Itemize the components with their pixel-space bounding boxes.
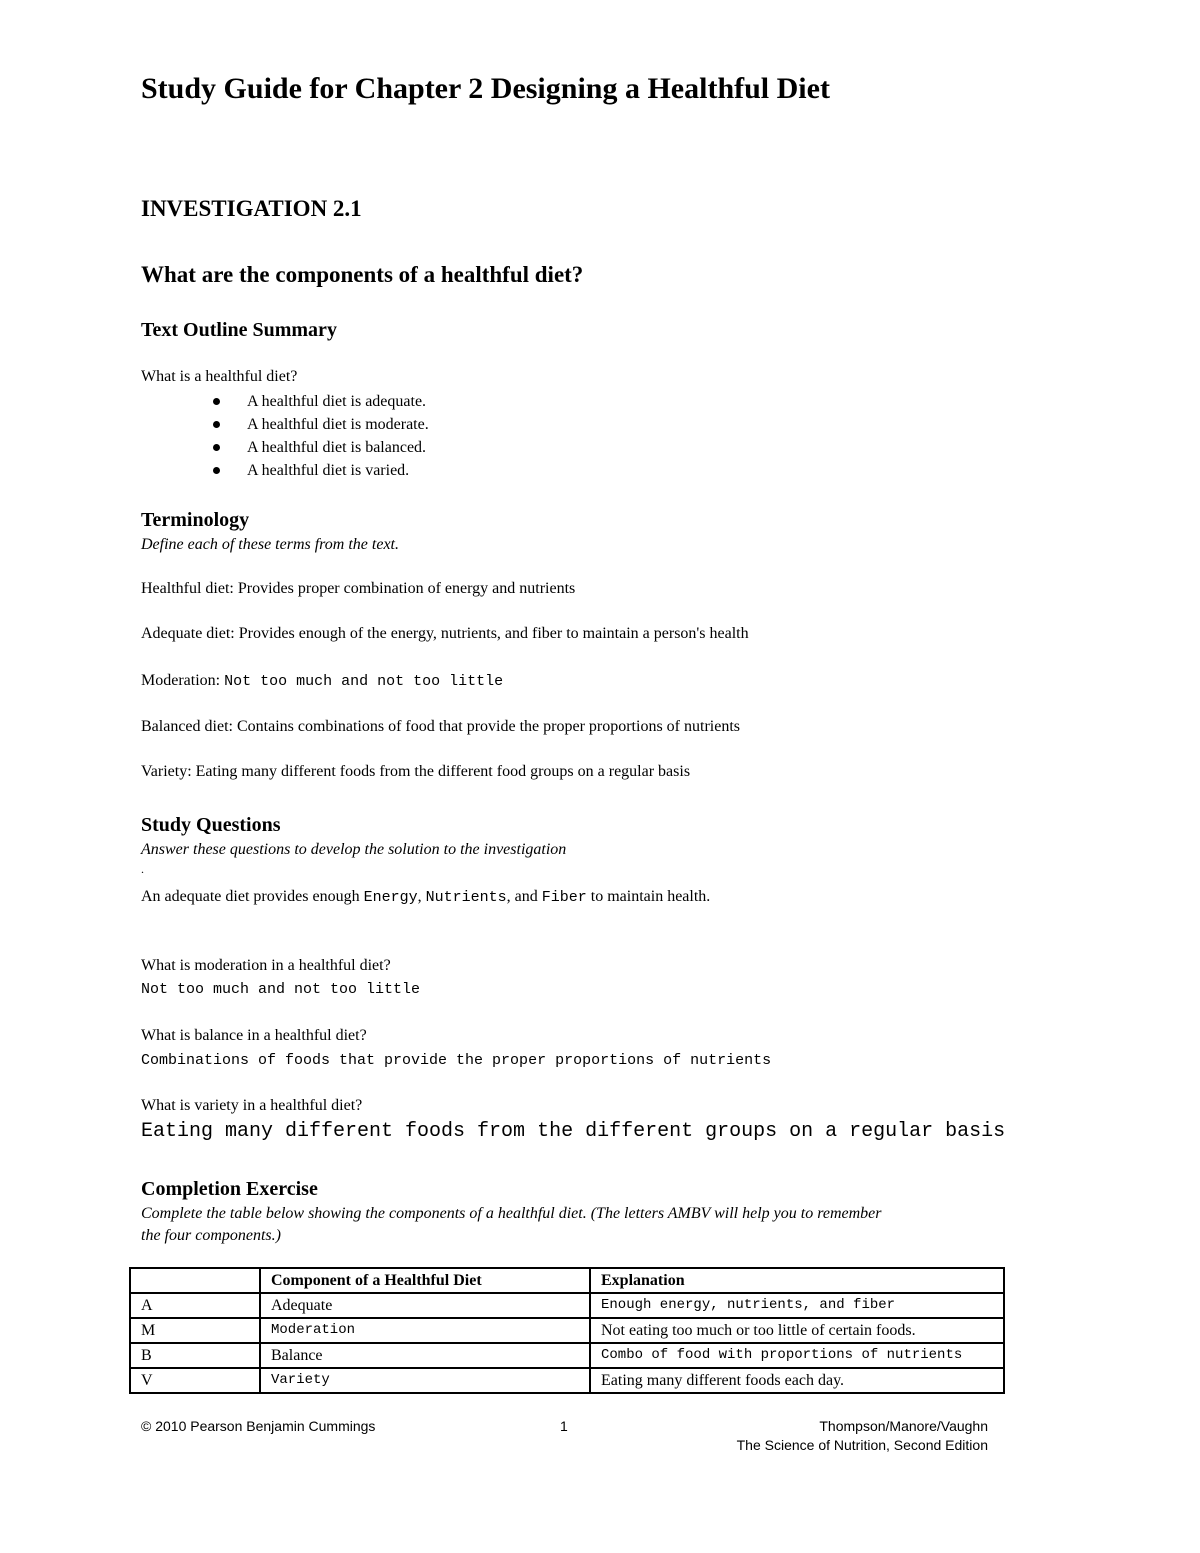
term-adequate-diet — [141, 625, 749, 643]
terminology-instruction: Define each of these terms from the text. — [141, 536, 399, 553]
completion-instruction-line2: the four components.) — [141, 1227, 281, 1244]
question-moderation: What is moderation in a healthful diet? — [141, 957, 391, 974]
footer-copyright: © 2010 Pearson Benjamin Cummings — [141, 1418, 376, 1434]
table-cell-letter: M — [130, 1318, 260, 1343]
term-definition: Not too much and not too little — [224, 673, 504, 690]
term-variety — [141, 763, 690, 781]
table-header-row — [130, 1268, 1004, 1293]
table-cell-component: Balance — [260, 1343, 590, 1368]
study-questions-heading: Study Questions — [141, 814, 281, 836]
outline-heading: Text Outline Summary — [141, 319, 337, 341]
table-row — [130, 1293, 1004, 1318]
question-variety: What is variety in a healthful diet? — [141, 1097, 363, 1114]
footer-page-number: 1 — [560, 1418, 568, 1434]
table-cell-component: Moderation — [260, 1318, 590, 1343]
list-item: A healthful diet is moderate. — [213, 413, 429, 436]
answer-nutrients: Nutrients — [425, 889, 507, 906]
investigation-question: What are the components of a healthful diet? — [141, 262, 584, 287]
table-cell-explanation: Not eating too much or too little of certain foods. — [590, 1318, 1004, 1343]
completion-instruction-line1: Complete the table below showing the components of a healthful diet. (The letters AMBV will help you to remember — [141, 1205, 882, 1222]
investigation-heading: INVESTIGATION 2.1 — [141, 196, 362, 221]
adequate-diet-sentence: An adequate diet provides enough Energy, Nutrients, and Fiber to maintain health. — [141, 888, 711, 906]
table-cell-letter: A — [130, 1293, 260, 1318]
term-definition: Eating many different foods from the different food groups on a regular basis — [195, 763, 691, 780]
term-definition: Contains combinations of food that provide the proper proportions of nutrients — [236, 718, 740, 735]
table-cell-letter: B — [130, 1343, 260, 1368]
footer-book-title: The Science of Nutrition, Second Edition — [736, 1437, 988, 1453]
table-header-cell: Component of a Healthful Diet — [260, 1268, 590, 1293]
page-title: Study Guide for Chapter 2 Designing a Healthful Diet — [141, 72, 830, 105]
answer-energy: Energy — [363, 889, 418, 906]
table-row — [130, 1318, 1004, 1343]
table-cell-component: Variety — [260, 1368, 590, 1393]
answer-fiber: Fiber — [541, 889, 587, 906]
table-header-cell: Explanation — [590, 1268, 1004, 1293]
bullet-icon — [213, 444, 220, 451]
list-item: A healthful diet is adequate. — [213, 390, 429, 413]
stray-dot: . — [141, 862, 144, 876]
table-cell-letter: V — [130, 1368, 260, 1393]
table-cell-explanation: Combo of food with proportions of nutrients — [590, 1343, 1004, 1368]
term-label: Moderation: — [141, 672, 225, 689]
table-header-cell — [130, 1268, 260, 1293]
term-healthful-diet — [141, 580, 575, 598]
list-item: A healthful diet is balanced. — [213, 436, 429, 459]
table-row — [130, 1343, 1004, 1368]
term-label: Healthful diet: — [141, 580, 238, 597]
outline-bullet-list — [213, 390, 429, 482]
components-table — [129, 1267, 1005, 1394]
term-label: Adequate diet: — [141, 625, 239, 642]
terminology-heading: Terminology — [141, 509, 250, 531]
bullet-icon — [213, 421, 220, 428]
completion-heading: Completion Exercise — [141, 1178, 318, 1200]
term-definition: Provides enough of the energy, nutrients, and fiber to maintain a person's health — [238, 625, 749, 642]
term-moderation — [141, 672, 503, 690]
term-label: Variety: — [141, 763, 196, 780]
question-balance: What is balance in a healthful diet? — [141, 1027, 367, 1044]
list-item: A healthful diet is varied. — [213, 459, 429, 482]
term-label: Balanced diet: — [141, 718, 237, 735]
study-questions-instruction: Answer these questions to develop the solution to the investigation — [141, 841, 567, 858]
footer-authors: Thompson/Manore/Vaughn — [819, 1418, 988, 1434]
table-cell-component: Adequate — [260, 1293, 590, 1318]
bullet-icon — [213, 398, 220, 405]
answer-variety: Eating many different foods from the different groups on a regular basis — [141, 1120, 1006, 1143]
answer-balance: Combinations of foods that provide the proper proportions of nutrients — [141, 1052, 772, 1069]
table-row — [130, 1368, 1004, 1393]
term-definition: Provides proper combination of energy and nutrients — [237, 580, 576, 597]
table-cell-explanation: Eating many different foods each day. — [590, 1368, 1004, 1393]
term-balanced-diet — [141, 718, 740, 736]
outline-intro: What is a healthful diet? — [141, 368, 298, 385]
answer-moderation: Not too much and not too little — [141, 981, 421, 998]
bullet-icon — [213, 467, 220, 474]
table-cell-explanation: Enough energy, nutrients, and fiber — [590, 1293, 1004, 1318]
